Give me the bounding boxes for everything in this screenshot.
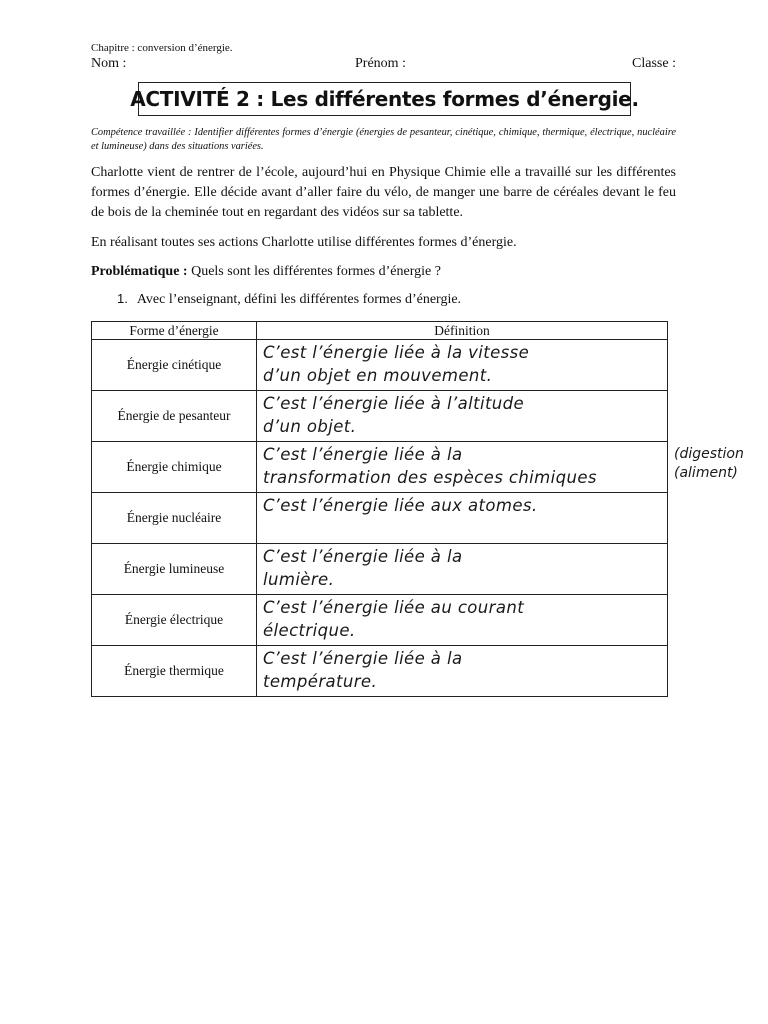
table-row — [92, 391, 668, 442]
student-id-line — [91, 56, 676, 74]
definition-cell[interactable] — [257, 544, 668, 595]
energy-form-cell: Énergie lumineuse — [92, 544, 257, 595]
energy-form-cell: Énergie cinétique — [92, 340, 257, 391]
handwritten-line: C’est l’énergie liée à la vitesse — [263, 343, 530, 362]
chapter-label: Chapitre : conversion d’énergie. — [91, 42, 233, 54]
table-row — [92, 544, 668, 595]
table-row — [92, 595, 668, 646]
table-header-row — [92, 322, 668, 340]
definition-cell[interactable] — [257, 340, 668, 391]
energy-form-cell: Énergie nucléaire — [92, 493, 257, 544]
handwritten-line: d’un objet en mouvement. — [263, 366, 493, 385]
table-row — [92, 646, 668, 697]
handwritten-line: C’est l’énergie liée à la — [263, 649, 463, 668]
energy-form-cell: Énergie thermique — [92, 646, 257, 697]
handwritten-line: C’est l’énergie liée au courant — [263, 598, 525, 617]
problematique-label: Problématique : — [91, 264, 188, 279]
energy-forms-table — [91, 321, 668, 697]
intro-paragraph: Charlotte vient de rentrer de l’école, aujourd’hui en Physique Chimie elle a travaillé sur les différentes formes d’énergie. Elle décide avant d’aller faire du vélo, de manger une barre de céréales devant le feu de bois de la cheminée tout en regardant des vidéos sur sa tablette. — [91, 165, 676, 220]
definition-cell[interactable] — [257, 442, 668, 493]
classe-field-label: Classe : — [632, 56, 676, 71]
problematique-text: Quels sont les différentes formes d’énergie ? — [187, 264, 441, 279]
header-forme: Forme d’énergie — [92, 322, 257, 340]
header-definition: Définition — [257, 322, 668, 340]
handwritten-line: d’un objet. — [263, 417, 357, 436]
nom-field-label: Nom : — [91, 56, 127, 71]
question-text: Avec l’enseignant, défini les différentes formes d’énergie. — [136, 292, 462, 307]
handwritten-line: lumière. — [263, 570, 335, 589]
table-row — [92, 493, 668, 544]
table-row — [92, 442, 668, 493]
handwritten-line: C’est l’énergie liée à la — [263, 547, 463, 566]
definition-cell[interactable] — [257, 595, 668, 646]
competence-text: Compétence travaillée : Identifier différentes formes d’énergie (énergies de pesanteur, cinétique, chimique, thermique, électrique, nucléaire et lumineuse) dans des situations variées. — [91, 127, 676, 152]
definition-cell[interactable] — [257, 391, 668, 442]
definition-cell[interactable] — [257, 493, 668, 544]
handwritten-line: C’est l’énergie liée aux atomes. — [263, 496, 538, 515]
problematique — [91, 262, 676, 282]
question-1 — [117, 291, 461, 308]
definition-cell[interactable] — [257, 646, 668, 697]
margin-note-line: (digestion — [674, 446, 744, 462]
energy-form-cell: Énergie électrique — [92, 595, 257, 646]
handwritten-line: transformation des espèces chimiques — [263, 468, 597, 487]
question-number: 1. — [117, 291, 128, 306]
handwritten-line: C’est l’énergie liée à la — [263, 445, 463, 464]
intro-paragraph-2: En réalisant toutes ses actions Charlotte utilise différentes formes d’énergie. — [91, 235, 517, 250]
energy-form-cell: Énergie de pesanteur — [92, 391, 257, 442]
margin-note-line: (aliment) — [674, 465, 738, 481]
handwritten-line: température. — [263, 672, 378, 691]
energy-form-cell: Énergie chimique — [92, 442, 257, 493]
handwritten-line: C’est l’énergie liée à l’altitude — [263, 394, 525, 413]
handwritten-line: électrique. — [263, 621, 356, 640]
handwritten-margin-note — [674, 445, 744, 483]
table-row — [92, 340, 668, 391]
prenom-field-label: Prénom : — [355, 56, 406, 71]
activity-title: ACTIVITÉ 2 : Les différentes formes d’énergie. — [138, 82, 631, 116]
